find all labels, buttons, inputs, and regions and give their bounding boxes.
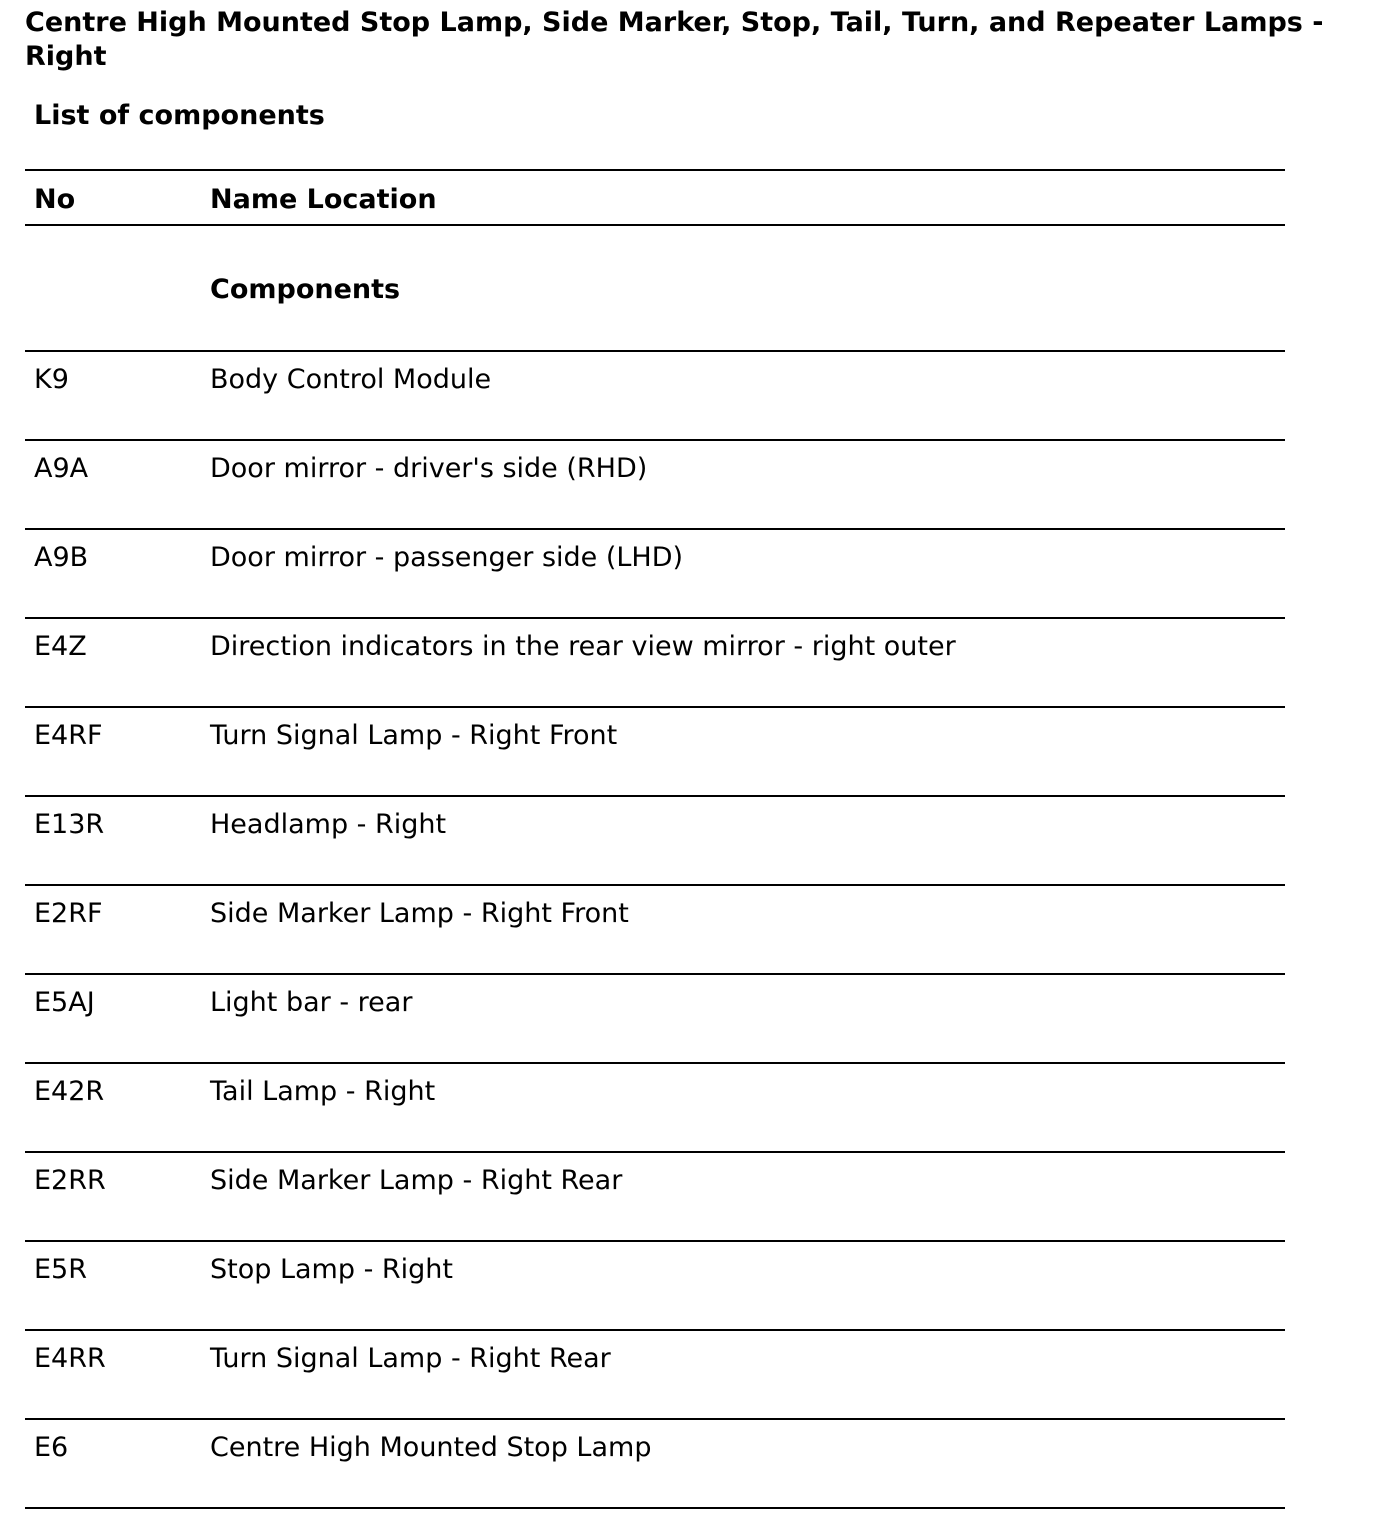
table-row xyxy=(25,440,1285,529)
component-name: Tail Lamp - Right xyxy=(201,1063,1285,1152)
table-row xyxy=(25,1241,1285,1330)
component-name: Turn Signal Lamp - Right Front xyxy=(201,707,1285,796)
group-row xyxy=(25,225,1285,351)
component-no: E4Z xyxy=(25,618,201,707)
header-name-location: Name Location xyxy=(201,170,1285,225)
component-no: E13R xyxy=(25,796,201,885)
component-no: E5R xyxy=(25,1241,201,1330)
table-row xyxy=(25,1063,1285,1152)
component-no: E4RR xyxy=(25,1330,201,1419)
table-header-row xyxy=(25,170,1285,225)
component-name: Headlamp - Right xyxy=(201,796,1285,885)
component-name: Stop Lamp - Right xyxy=(201,1241,1285,1330)
table-row xyxy=(25,1152,1285,1241)
component-name: Centre High Mounted Stop Lamp xyxy=(201,1419,1285,1508)
components-table xyxy=(25,169,1285,1509)
component-name: Side Marker Lamp - Right Rear xyxy=(201,1152,1285,1241)
table-row xyxy=(25,1419,1285,1508)
component-no: A9B xyxy=(25,529,201,618)
component-no: E5AJ xyxy=(25,974,201,1063)
table-row xyxy=(25,529,1285,618)
component-no: E2RF xyxy=(25,885,201,974)
header-no: No xyxy=(25,170,201,225)
group-no-cell xyxy=(25,225,201,351)
component-name: Door mirror - driver's side (RHD) xyxy=(201,440,1285,529)
component-no: K9 xyxy=(25,351,201,440)
table-row xyxy=(25,1330,1285,1419)
component-name: Light bar - rear xyxy=(201,974,1285,1063)
table-row xyxy=(25,707,1285,796)
component-no: E6 xyxy=(25,1419,201,1508)
component-name: Side Marker Lamp - Right Front xyxy=(201,885,1285,974)
group-label: Components xyxy=(201,225,1285,351)
component-name: Turn Signal Lamp - Right Rear xyxy=(201,1330,1285,1419)
component-name: Direction indicators in the rear view mirror - right outer xyxy=(201,618,1285,707)
component-name: Body Control Module xyxy=(201,351,1285,440)
section-title: List of components xyxy=(34,100,325,131)
component-no: A9A xyxy=(25,440,201,529)
component-no: E42R xyxy=(25,1063,201,1152)
component-no: E4RF xyxy=(25,707,201,796)
table-row xyxy=(25,796,1285,885)
component-name: Door mirror - passenger side (LHD) xyxy=(201,529,1285,618)
table-row xyxy=(25,885,1285,974)
table-row xyxy=(25,974,1285,1063)
table-row xyxy=(25,351,1285,440)
table-row xyxy=(25,618,1285,707)
component-no: E2RR xyxy=(25,1152,201,1241)
document-title: Centre High Mounted Stop Lamp, Side Marker, Stop, Tail, Turn, and Repeater Lamps - Right xyxy=(25,7,1333,72)
